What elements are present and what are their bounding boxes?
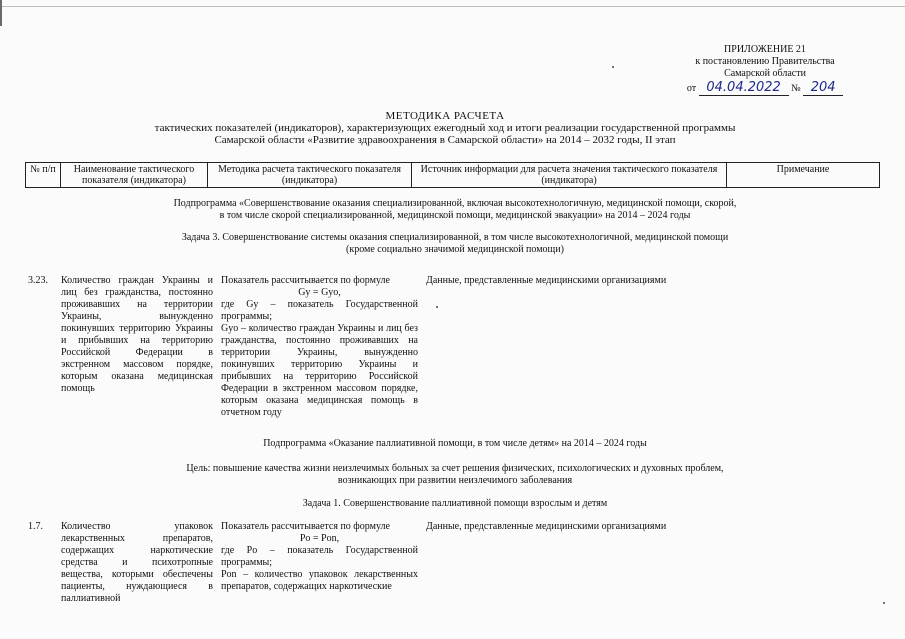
row-1-7-definition: Pon – количество упаковок лекарственных препаратов, содержащих наркотические: [221, 569, 418, 592]
document-subtitle-2: Самарской области «Развитие здравоохранения в Самарской области» на 2014 – 2032 годы, II этап: [214, 134, 676, 146]
subprogram-1-line2: в том числе скорой специализированной, медицинской помощи, медицинской эвакуации» на 2014 – 2024 годы: [219, 210, 691, 221]
scan-top-line: [0, 6, 905, 7]
header-row: [26, 163, 880, 188]
row-3-23-method: [221, 275, 418, 419]
row-1-7-name: Количество упаковок лекарственных препаратов, содержащих наркотические средства и психотропные вещества, которыми обеспечены пациенты, нуждающиеся в паллиативной: [61, 521, 213, 604]
number-field: [803, 82, 843, 96]
scan-speck: [883, 602, 885, 604]
appendix-line2: Самарской области: [724, 68, 806, 79]
header-table: [25, 162, 880, 188]
task-3-heading: [60, 232, 850, 256]
date-handwritten: 04.04.2022: [706, 80, 781, 95]
row-3-23-source: Данные, представленные медицинскими организациями: [426, 275, 667, 286]
row-1-7-number: 1.7.: [28, 521, 43, 532]
scan-left-mark: [0, 0, 2, 26]
row-1-7-method: [221, 521, 418, 593]
header-col-source: Источник информации для расчета значения тактического показателя (индикатора): [412, 163, 727, 188]
row-1-7-where: где Po – показатель Государственной программы;: [221, 545, 418, 568]
goal-block: [60, 463, 850, 487]
subprogram-1-heading: [60, 198, 850, 222]
goal-line2: возникающих при развитии неизлечимого заболевания: [337, 475, 573, 486]
row-1-7-formula: Po = Pon,: [299, 533, 340, 544]
subprogram-1-line1: Подпрограмма «Совершенствование оказания специализированной, включая высокотехнологичную, медицинской помощи, скорой,: [173, 198, 737, 209]
number-handwritten: 204: [810, 80, 836, 95]
scan-speck: [436, 306, 438, 308]
header-col-name: Наименование тактического показателя (индикатора): [61, 163, 208, 188]
appendix-line1: к постановлению Правительства: [695, 56, 835, 67]
appendix-title: ПРИЛОЖЕНИЕ 21: [724, 44, 806, 55]
row-3-23-name: Количество граждан Украины и лиц без гражданства, постоянно проживавших на территории Украины, вынужденно покинувших территорию Украины и прибывших на территорию Российской Федерации в экстренном массовом порядке, которым оказана медицинская помощь: [61, 275, 213, 394]
scan-speck: [612, 66, 614, 68]
document-subtitle-1: тактических показателей (индикаторов), характеризующих ежегодный ход и итоги реализации государственной программы: [154, 122, 736, 134]
date-prefix: от: [686, 83, 697, 94]
task-1-heading: Задача 1. Совершенствование паллиативной помощи взрослым и детям: [302, 498, 608, 509]
date-field: [699, 82, 789, 96]
header-col-method: Методика расчета тактического показателя (индикатора): [208, 163, 412, 188]
row-1-7-method-intro: Показатель рассчитывается по формуле: [221, 521, 390, 532]
row-1-7-source: Данные, представленные медицинскими организациями: [426, 521, 667, 532]
number-prefix: №: [791, 83, 801, 94]
appendix-date-line: [640, 82, 890, 96]
goal-line1: Цель: повышение качества жизни неизлечимых больных за счет решения физических, психологических и духовных проблем,: [186, 463, 724, 474]
header-col-note: Примечание: [727, 163, 880, 188]
appendix-block: [640, 44, 890, 96]
row-3-23-definition: Gyo – количество граждан Украины и лиц без гражданства, постоянно проживавших на территории Украины, вынужденно покинувших территорию Украины и прибывших на территорию Российской Федерации в экстренном массовом порядке, которым оказана медицинская помощь в отчетном году: [221, 323, 418, 418]
row-3-23-where: где Gy – показатель Государственной программы;: [221, 299, 418, 322]
subprogram-2-heading: Подпрограмма «Оказание паллиативной помощи, в том числе детям» на 2014 – 2024 годы: [263, 438, 647, 449]
document-title: МЕТОДИКА РАСЧЕТА: [385, 110, 505, 122]
task-3-line2: (кроме социально значимой медицинской помощи): [346, 244, 564, 255]
header-col-num: № п/п: [26, 163, 61, 188]
row-3-23-formula: Gy = Gyo,: [298, 287, 341, 298]
row-3-23-number: 3.23.: [28, 275, 48, 286]
task-3-line1: Задача 3. Совершенствование системы оказания специализированной, в том числе высокотехнологичной, медицинской помощи: [181, 232, 729, 243]
row-3-23-method-intro: Показатель рассчитывается по формуле: [221, 275, 390, 286]
document-title-block: [150, 110, 740, 146]
